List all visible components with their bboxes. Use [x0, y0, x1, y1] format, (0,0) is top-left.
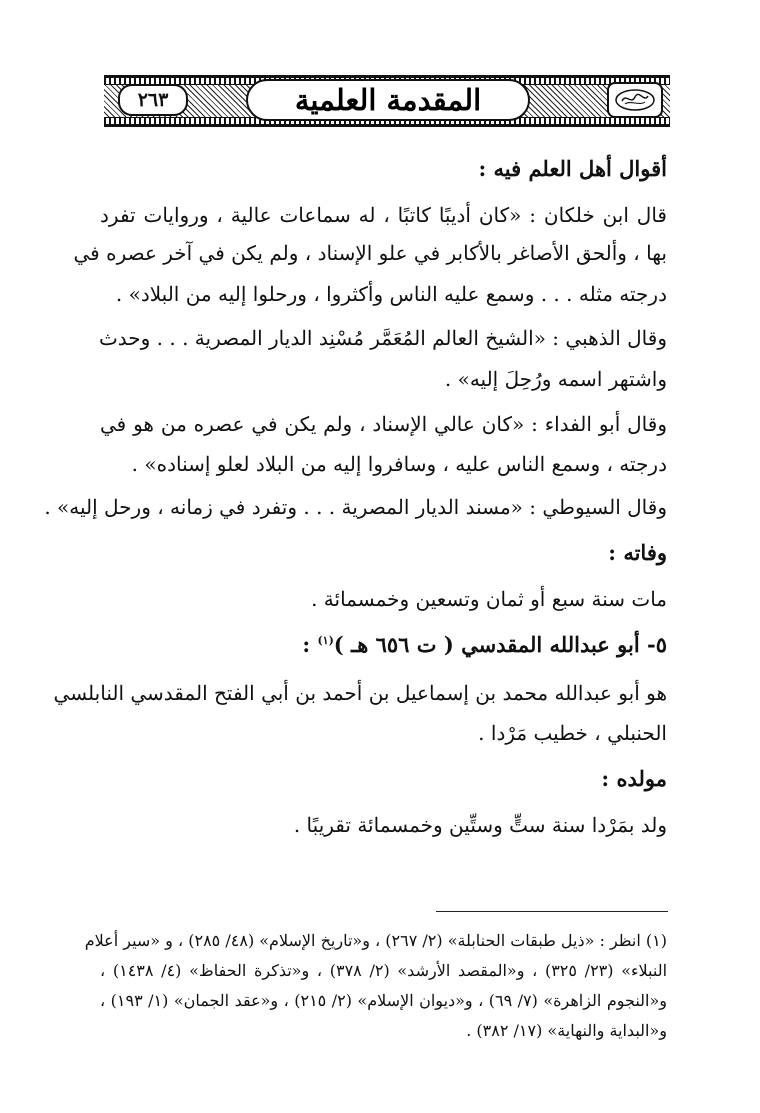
- paragraph-line: وقال أبو الفداء : «كان عالي الإسناد ، ولم يكن في عصره من هو في: [100, 412, 667, 436]
- section-heading-birth: مولده :: [601, 766, 667, 791]
- footnote-line: و«النجوم الزاهرة» (٧/ ٦٩) ، و«ديوان الإسلام» (٢/ ٢١٥) ، و«عقد الجمان» (١/ ١٩٣) ،: [100, 991, 668, 1010]
- section-heading-death: وفاته :: [608, 540, 667, 565]
- paragraph-line: بها ، وألحق الأصاغر بالأكابر في علو الإسناد ، ولم يكن في آخر عصره في: [73, 241, 667, 265]
- footnote-line: و«البداية والنهاية» (١٧/ ٣٨٢) .: [466, 1021, 667, 1040]
- footnote-reference: (١): [317, 634, 334, 647]
- page-number-cartouche: [118, 84, 188, 116]
- biography-heading-colon: :: [302, 632, 311, 657]
- paragraph-line: درجته ، وسمع الناس عليه ، وسافروا إليه من البلاد لعلو إسناده» .: [131, 452, 667, 476]
- page-number: ٢٦٣: [137, 89, 169, 111]
- publisher-seal-icon: [613, 88, 657, 112]
- footnote-line: النبلاء» (٢٣/ ٣٢٥) ، و«المقصد الأرشد» (٢/ ٣٧٨) ، و«تذكرة الحفاظ» (٤/ ١٤٣٨) ،: [100, 961, 668, 980]
- footnote-line: (١) انظر : «ذيل طبقات الحنابلة» (٢/ ٢٦٧) ، و«تاريخ الإسلام» (٤٨/ ٢٨٥) ، و «سير أعلام: [84, 931, 667, 950]
- paragraph-line: الحنبلي ، خطيب مَرْدا .: [478, 721, 667, 745]
- biography-heading: [100, 632, 667, 658]
- paragraph-line: وقال الذهبي : «الشيخ العالم المُعَمَّر مُسْنِد الديار المصرية . . . وحدث: [98, 326, 667, 350]
- paragraph-line: هو أبو عبدالله محمد بن إسماعيل بن أحمد بن أبي الفتح المقدسي النابلسي: [53, 681, 667, 705]
- paragraph-line: درجته مثله . . . وسمع عليه الناس وأكثروا ، ورحلوا إليه من البلاد» .: [115, 282, 667, 306]
- section-heading-scholars-sayings: أقوال أهل العلم فيه :: [478, 156, 667, 181]
- paragraph-line: ولد بمَرْدا سنة ستٍّ وستِّين وخمسمائة تقريبًا .: [293, 813, 667, 837]
- biography-heading-text: ٥- أبو عبدالله المقدسي ( ت ٦٥٦ هـ ): [333, 632, 667, 657]
- paragraph-line: واشتهر اسمه ورُحِلَ إليه» .: [444, 367, 667, 391]
- publisher-seal: [607, 82, 663, 118]
- paragraph-line: قال ابن خلكان : «كان أديبًا كاتبًا ، له سماعات عالية ، وروايات تفرد: [100, 203, 667, 227]
- title-cartouche: [246, 79, 530, 121]
- paragraph-line: وقال السيوطي : «مسند الديار المصرية . . . وتفرد في زمانه ، ورحل إليه» .: [44, 495, 667, 519]
- page-title: المقدمة العلمية: [294, 82, 482, 117]
- paragraph-line: مات سنة سبع أو ثمان وتسعين وخمسمائة .: [311, 587, 667, 611]
- footnote-separator: [436, 911, 668, 912]
